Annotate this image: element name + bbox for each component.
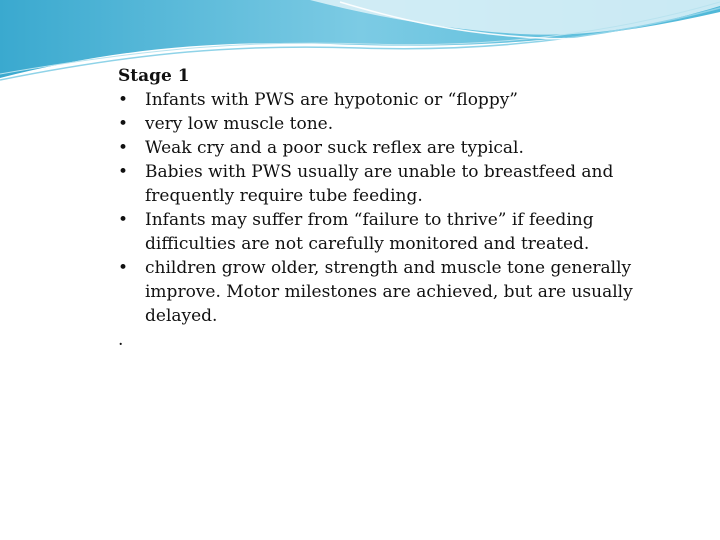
slide-title: Stage 1 — [118, 66, 190, 86]
bullet-item: • very low muscle tone. — [118, 112, 638, 136]
bullet-item: • children grow older, strength and muscle tone generally improve. Motor milestones are achieved, but are usually delayed. — [118, 256, 638, 328]
bullet-item: • Infants with PWS are hypotonic or “floppy” — [118, 88, 638, 112]
bullet-item: • Infants may suffer from “failure to thrive” if feeding difficulties are not carefully monitored and treated. — [118, 208, 638, 256]
bullet-list — [118, 88, 638, 328]
bullet-item: • Weak cry and a poor suck reflex are typical. — [118, 136, 638, 160]
bullet-item: • Babies with PWS usually are unable to breastfeed and frequently require tube feeding. — [118, 160, 638, 208]
slide-content — [118, 64, 638, 352]
trailing-text: . — [118, 330, 124, 350]
